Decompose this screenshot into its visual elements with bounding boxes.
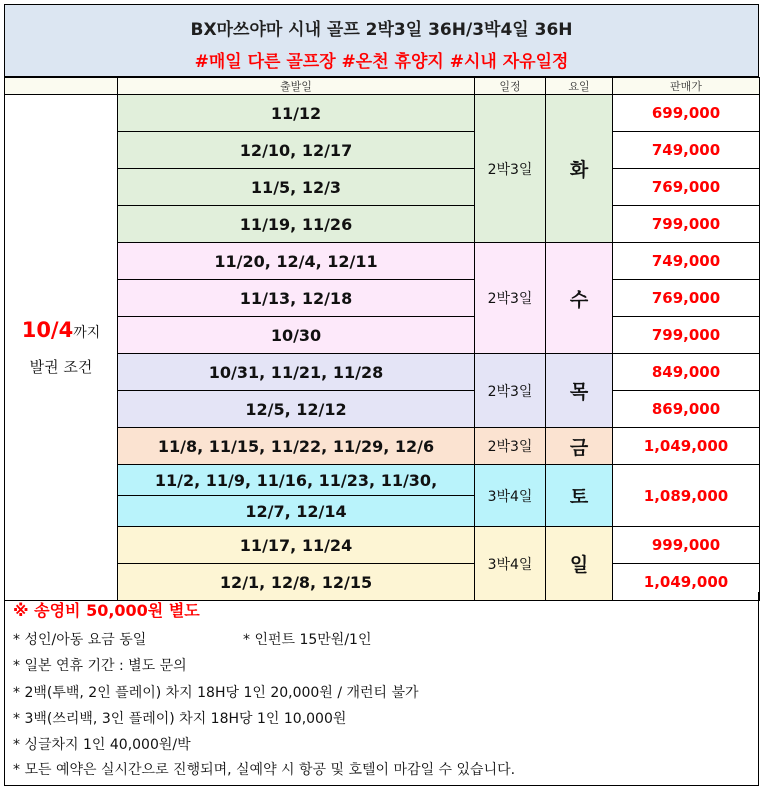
departure-dates: 11/5, 12/3 <box>118 169 475 206</box>
note-three-ball: * 3백(쓰리백, 3인 플레이) 차지 18H당 1인 10,000원 <box>13 711 347 727</box>
price-cell: 1,049,000 <box>613 564 760 601</box>
table-row <box>5 169 760 206</box>
table-row <box>5 132 760 169</box>
deadline-date: 10/4 <box>21 318 74 342</box>
table-row <box>5 465 760 496</box>
title-banner <box>4 4 759 77</box>
table-header-row <box>5 78 760 95</box>
col-header-departure: 출발일 <box>118 78 475 95</box>
note-realtime-booking: * 모든 예약은 실시간으로 진행되며, 실예약 시 항공 및 호텔이 마감일 수 있습니다. <box>13 762 516 778</box>
departure-dates: 10/30 <box>118 317 475 354</box>
table-row <box>5 527 760 564</box>
schedule-cell: 2박3일 <box>475 243 546 354</box>
schedule-cell: 2박3일 <box>475 354 546 428</box>
price-cell: 769,000 <box>613 169 760 206</box>
col-header-schedule: 일정 <box>475 78 546 95</box>
departure-dates: 11/17, 11/24 <box>118 527 475 564</box>
note-single-charge: * 싱글차지 1인 40,000원/박 <box>13 737 191 753</box>
weekday-cell: 토 <box>546 465 613 527</box>
departure-dates: 11/13, 12/18 <box>118 280 475 317</box>
weekday-cell: 일 <box>546 527 613 601</box>
departure-dates: 11/8, 11/15, 11/22, 11/29, 12/6 <box>118 428 475 465</box>
price-cell: 1,089,000 <box>613 465 760 527</box>
departure-dates: 12/1, 12/8, 12/15 <box>118 564 475 601</box>
departure-dates: 11/20, 12/4, 12/11 <box>118 243 475 280</box>
table-row <box>5 95 760 132</box>
price-cell: 769,000 <box>613 280 760 317</box>
col-header-weekday: 요일 <box>546 78 613 95</box>
price-cell: 1,049,000 <box>613 428 760 465</box>
notes-section <box>4 592 759 786</box>
price-cell: 869,000 <box>613 391 760 428</box>
deadline-cell <box>5 95 118 601</box>
table-row <box>5 317 760 354</box>
page-hashtags: #매일 다른 골프장 #온천 휴양지 #시내 자유일정 <box>194 52 569 72</box>
price-cell: 749,000 <box>613 243 760 280</box>
table-row <box>5 354 760 391</box>
table-row <box>5 280 760 317</box>
price-cell: 749,000 <box>613 132 760 169</box>
departure-dates: 12/5, 12/12 <box>118 391 475 428</box>
weekday-cell: 금 <box>546 428 613 465</box>
note-japan-holiday: * 일본 연휴 기간 : 별도 문의 <box>13 658 187 674</box>
table-row <box>5 243 760 280</box>
departure-dates: 10/31, 11/21, 11/28 <box>118 354 475 391</box>
transfer-fee-note: ※ 송영비 50,000원 별도 <box>13 601 200 620</box>
weekday-cell: 목 <box>546 354 613 428</box>
note-infant: * 인펀트 15만원/1인 <box>243 632 372 648</box>
departure-dates: 11/12 <box>118 95 475 132</box>
schedule-cell: 2박3일 <box>475 95 546 243</box>
price-table <box>4 77 760 601</box>
schedule-cell: 2박3일 <box>475 428 546 465</box>
note-two-ball: * 2백(투백, 2인 플레이) 차지 18H당 1인 20,000원 / 개런티 불가 <box>13 685 419 701</box>
note-adult-child: * 성인/아동 요금 동일 <box>13 632 147 648</box>
departure-dates: 12/10, 12/17 <box>118 132 475 169</box>
table-row <box>5 206 760 243</box>
header-blank-cell <box>5 78 118 95</box>
price-cell: 799,000 <box>613 206 760 243</box>
page-title: BX마쓰야마 시내 골프 2박3일 36H/3박4일 36H <box>190 20 573 40</box>
price-cell: 849,000 <box>613 354 760 391</box>
deadline-until: 까지 <box>73 325 101 341</box>
departure-dates-continued: 12/7, 12/14 <box>118 496 475 527</box>
schedule-cell: 3박4일 <box>475 527 546 601</box>
price-cell: 999,000 <box>613 527 760 564</box>
departure-dates: 11/2, 11/9, 11/16, 11/23, 11/30, <box>118 465 475 496</box>
deadline-condition: 발권 조건 <box>29 358 93 376</box>
table-row <box>5 428 760 465</box>
col-header-price: 판매가 <box>613 78 760 95</box>
weekday-cell: 수 <box>546 243 613 354</box>
price-cell: 699,000 <box>613 95 760 132</box>
schedule-cell: 3박4일 <box>475 465 546 527</box>
price-cell: 799,000 <box>613 317 760 354</box>
weekday-cell: 화 <box>546 95 613 243</box>
table-row <box>5 391 760 428</box>
departure-dates: 11/19, 11/26 <box>118 206 475 243</box>
